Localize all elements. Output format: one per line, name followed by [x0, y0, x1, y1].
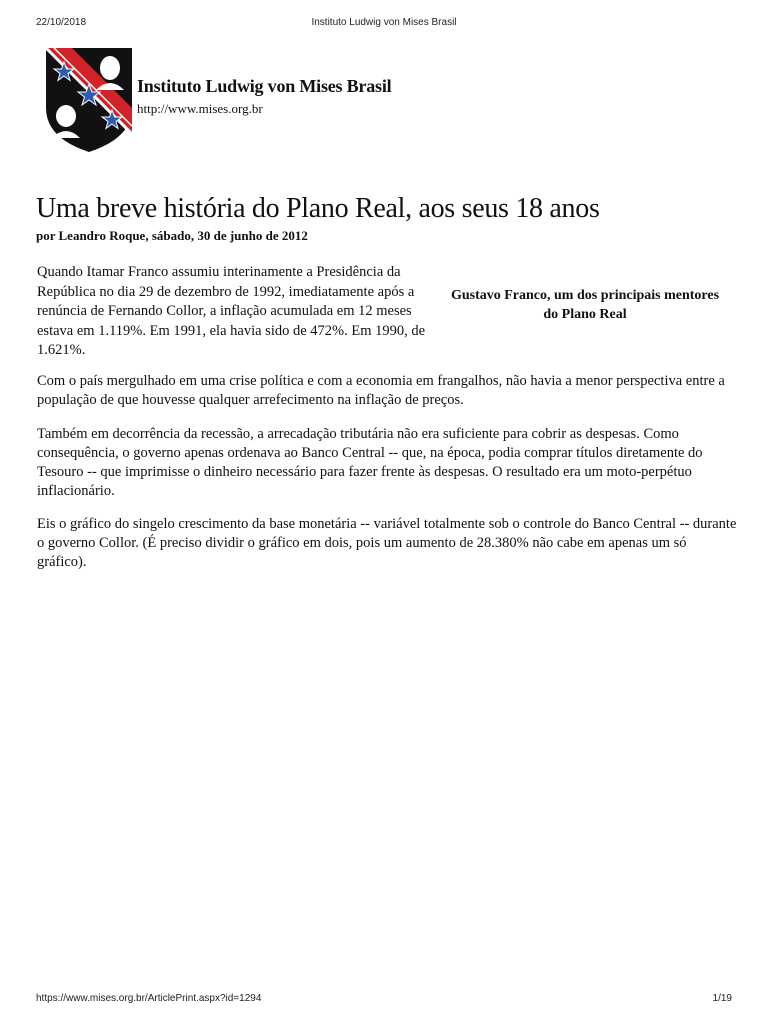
print-date: 22/10/2018: [36, 17, 87, 28]
mises-shield-logo: [44, 46, 134, 154]
print-page-number: 1/19: [712, 993, 732, 1004]
article-paragraph: Com o país mergulhado em uma crise política e com a economia em frangalhos, não havia a menor perspectiva entre a população de que houvesse qualquer arrefecimento na inflação de preços.: [37, 373, 725, 408]
print-url: https://www.mises.org.br/ArticlePrint.aspx?id=1294: [36, 993, 262, 1004]
article-paragraph: Eis o gráfico do singelo crescimento da base monetária -- variável totalmente sob o controle do Banco Central -- durante o governo Collor. (É preciso dividir o gráfico em dois, pois um aumento de 28.380% não cabe em apenas um só gráfico).: [37, 516, 737, 570]
article-byline: por Leandro Roque, sábado, 30 de junho de 2012: [36, 228, 308, 243]
article-title: Uma breve história do Plano Real, aos seus 18 anos: [36, 193, 600, 224]
article-lead-paragraph: Quando Itamar Franco assumiu interinamente a Presidência da República no dia 29 de dezembro de 1992, imediatamente após a renúncia de Fernando Collor, a inflação acumulada em 12 meses estava em 1.119%. Em 1991, ela havia sido de 472%. Em 1990, de 1.621%.: [37, 264, 426, 358]
article-paragraph: Também em decorrência da recessão, a arrecadação tributária não era suficiente para cobrir as despesas. Como consequência, o governo apenas ordenava ao Banco Central -- que, na época, podia comprar títulos diretamente do Tesouro -- que imprimisse o dinheiro necessário para fazer frente às despesas. O resultado era um moto-perpétuo inflacionário.: [37, 426, 703, 499]
print-header: [0, 17, 768, 31]
image-caption: Gustavo Franco, um dos principais mentores do Plano Real: [450, 288, 720, 322]
site-title: Instituto Ludwig von Mises Brasil: [137, 76, 392, 96]
print-footer: [0, 993, 768, 1007]
site-url[interactable]: http://www.mises.org.br: [137, 101, 263, 116]
print-page-title: Instituto Ludwig von Mises Brasil: [311, 17, 457, 28]
